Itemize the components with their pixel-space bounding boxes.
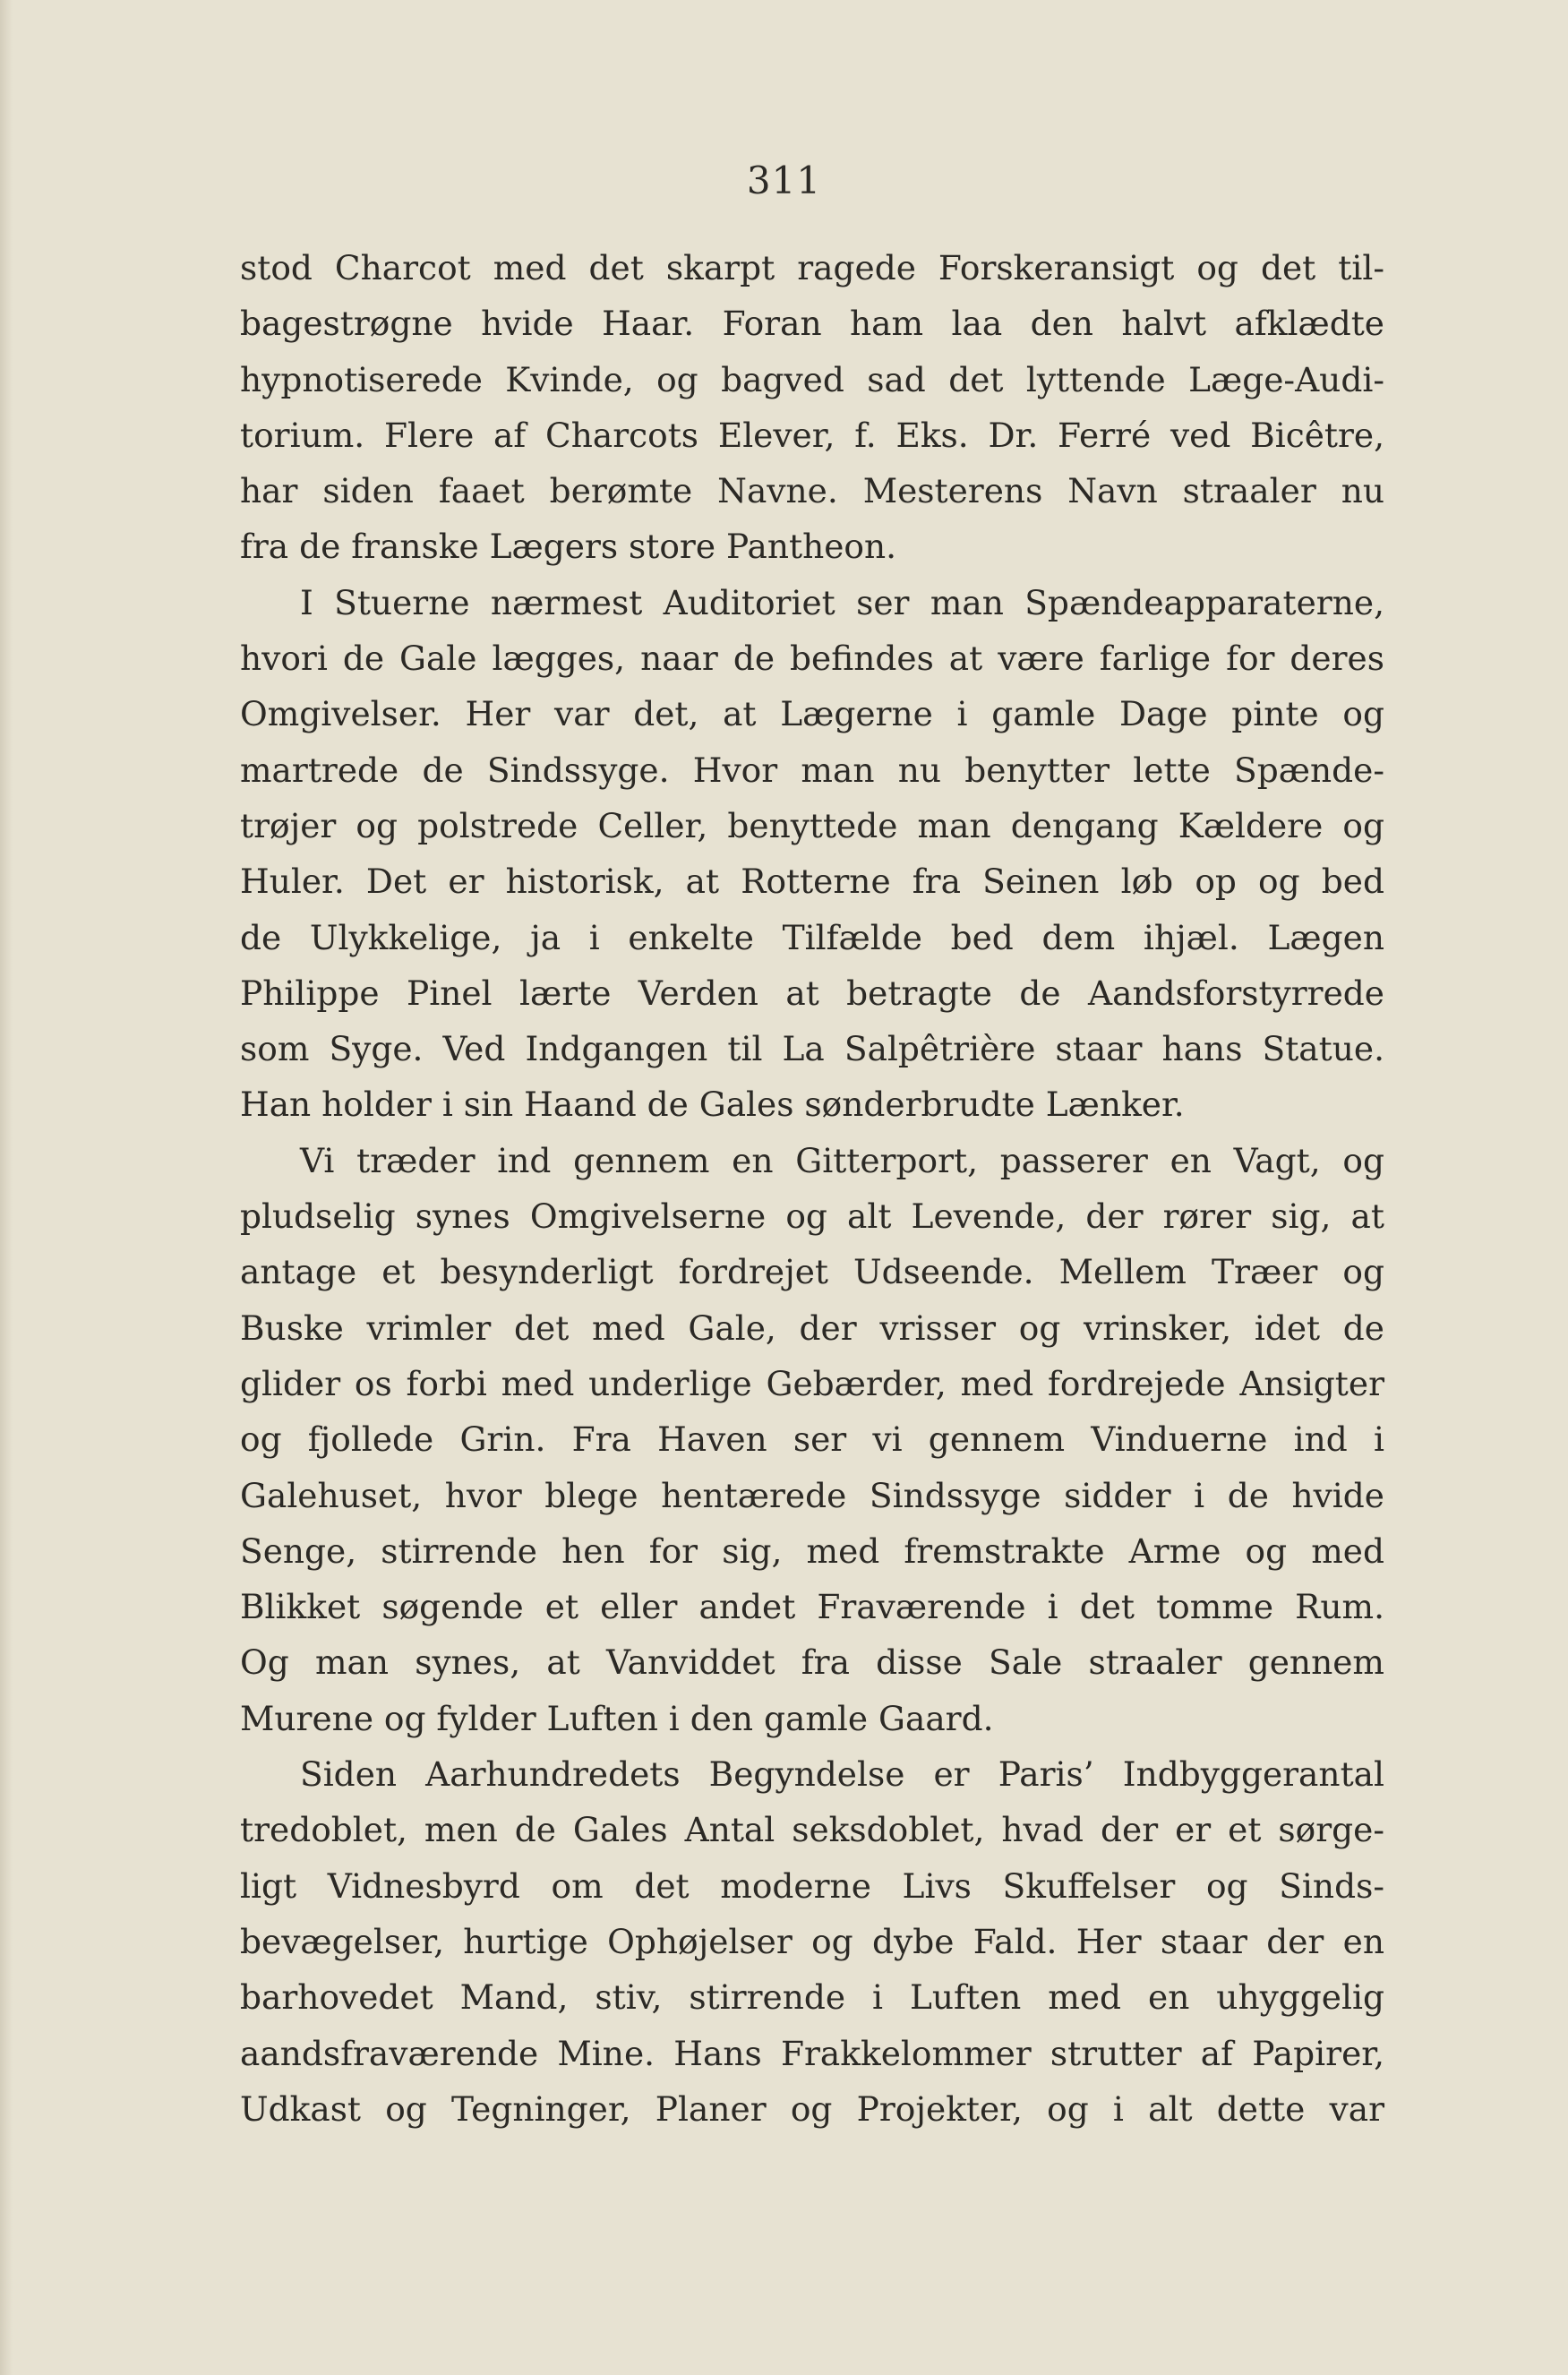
text-line: barhovedet Mand, stiv, stirrende i Luften med en uhyggelig <box>240 1977 1384 2018</box>
text-line: bagestrøgne hvide Haar. Foran ham laa den halvt afklædte <box>240 304 1384 344</box>
page-edge-shadow <box>0 0 13 2375</box>
text-line: Senge, stirrende hen for sig, med fremstrakte Arme og med <box>240 1530 1384 1571</box>
text-line: Udkast og Tegninger, Planer og Projekter, og i alt dette var <box>240 2088 1384 2129</box>
text-line: og fjollede Grin. Fra Haven ser vi gennem Vinduerne ind i <box>240 1419 1384 1460</box>
body-text <box>240 240 1384 2137</box>
text-line: Og man synes, at Vanviddet fra disse Sale straaler gennem <box>240 1642 1384 1683</box>
text-line: trøjer og polstrede Celler, benyttede man dengang Kældere og <box>240 805 1384 845</box>
text-line: Murene og fylder Luften i den gamle Gaard. <box>240 1698 994 1738</box>
text-line: har siden faaet berømte Navne. Mesterens Navn straaler nu <box>240 471 1384 511</box>
text-line: tredoblet, men de Gales Antal seksdoblet, hvad der er et sørge- <box>240 1810 1384 1850</box>
text-line: hvori de Gale lægges, naar de befindes at være farlige for deres <box>240 639 1384 679</box>
text-line: Philippe Pinel lærte Verden at betragte de Aandsforstyrrede <box>240 973 1384 1013</box>
text-line: ligt Vidnesbyrd om det moderne Livs Skuffelser og Sinds- <box>240 1865 1384 1906</box>
text-line: torium. Flere af Charcots Elever, f. Eks. Dr. Ferré ved Bicêtre, <box>240 415 1384 455</box>
text-line: martrede de Sindssyge. Hvor man nu benytter lette Spænde- <box>240 750 1384 790</box>
text-line: Omgivelser. Her var det, at Lægerne i gamle Dage pinte og <box>240 694 1384 734</box>
text-line: glider os forbi med underlige Gebærder, med fordrejede Ansigter <box>240 1363 1384 1403</box>
text-line: Han holder i sin Haand de Gales sønderbrudte Lænker. <box>240 1085 1185 1125</box>
text-line: antage et besynderligt fordrejet Udseende. Mellem Træer og <box>240 1252 1384 1292</box>
text-line: Buske vrimler det med Gale, der vrisser og vrinsker, idet de <box>240 1308 1384 1348</box>
page-number: 311 <box>746 159 822 202</box>
text-line: I Stuerne nærmest Auditoriet ser man Spændeapparaterne, <box>300 582 1384 622</box>
text-line: Galehuset, hvor blege hentærede Sindssyge sidder i de hvide <box>240 1475 1384 1515</box>
text-line: Blikket søgende et eller andet Fraværende i det tomme Rum. <box>240 1587 1384 1627</box>
text-line: aandsfraværende Mine. Hans Frakkelommer strutter af Papirer, <box>240 2033 1384 2073</box>
text-line: fra de franske Lægers store Pantheon. <box>240 527 897 567</box>
text-line: Vi træder ind gennem en Gitterport, passerer en Vagt, og <box>300 1140 1384 1180</box>
text-line: pludselig synes Omgivelserne og alt Levende, der rører sig, at <box>240 1196 1384 1237</box>
text-line: hypnotiserede Kvinde, og bagved sad det lyttende Læge-Audi- <box>240 359 1384 399</box>
text-line: Huler. Det er historisk, at Rotterne fra Seinen løb op og bed <box>240 862 1384 902</box>
text-line: som Syge. Ved Indgangen til La Salpêtrière staar hans Statue. <box>240 1029 1384 1069</box>
text-line: Siden Aarhundredets Begyndelse er Paris’ Indbyggerantal <box>300 1754 1384 1795</box>
text-line: stod Charcot med det skarpt ragede Forskeransigt og det til- <box>240 248 1384 287</box>
text-line: de Ulykkelige, ja i enkelte Tilfælde bed dem ihjæl. Lægen <box>240 917 1384 957</box>
text-line: bevægelser, hurtige Ophøjelser og dybe Fald. Her staar der en <box>240 1921 1384 1961</box>
